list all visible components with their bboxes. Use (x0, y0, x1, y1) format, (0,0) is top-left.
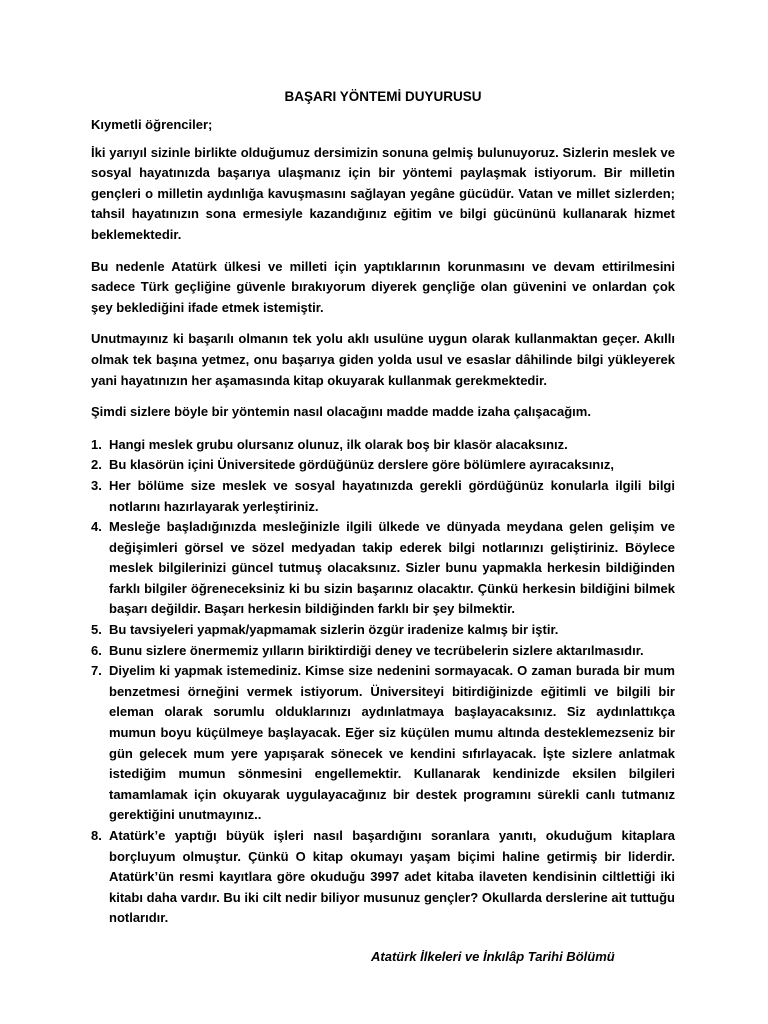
list-item (91, 455, 675, 476)
list-number: 5. (91, 622, 102, 638)
document-title: BAŞARI YÖNTEMİ DUYURUSU (284, 89, 482, 104)
list-item (91, 620, 675, 641)
list-item-text: Atatürk’e yaptığı büyük işleri nasıl başardığını soranlara yanıtı, okuduğum kitaplara borçluyum olmuştur. Çünkü O kitap okumayı yaşam biçimi haline getirmiş bir liderdir. Atatürk’ün resmi kayıtlara göre okuduğu 3997 adet kitaba ilaveten kendisinin ciltlettiği iki kitabı daha vardır. Bu iki cilt nedir biliyor musunuz gençler? Okullarda derslerine ait tuttuğu notlarıdır. (109, 828, 675, 926)
list-number: 3. (91, 477, 102, 493)
numbered-list (91, 435, 675, 929)
list-item-text: Hangi meslek grubu olursanız olunuz, ilk olarak boş bir klasör alacaksınız. (109, 436, 568, 452)
list-item (91, 661, 675, 826)
signature: Atatürk İlkeleri ve İnkılâp Tarihi Bölümü (371, 949, 615, 964)
list-item-text: Diyelim ki yapmak istemediniz. Kimse size nedenini sormayacak. O zaman burada bir mum benzetmesi örneğini vermek istiyorum. Üniversiteyi bitirdiğinizde eğitimli ve bilgili bir eleman olarak sorumlu olduklarınızı aydınlatmaya başlayacaksınız. Siz aydınlattıkça mumun boyu küçülmeye başlayacak. Eğer siz küçülen mumu altında desteklemezseniz bir gün gelecek mum yere yapışarak sönecek ve kendini sıfırlayacak. İşte sizlere anlatmak istediğim mumun sönmesini engellemektir. Kullanarak kendinizde eksilen bilgileri tamamlamak için okuyarak uygulayacağınız bir destek programını sürekli canlı tutmanız gerektiğini unutmayınız.. (109, 663, 675, 823)
list-number: 1. (91, 436, 102, 452)
list-number: 8. (91, 828, 102, 843)
list-number: 2. (91, 457, 102, 473)
salutation: Kıymetli öğrenciler; (91, 117, 213, 132)
document-body (91, 87, 675, 929)
list-item-text: Mesleğe başladığınızda mesleğinizle ilgili ülkede ve dünyada meydana gelen gelişim ve değişimleri görsel ve sözel medyadan takip ederek bilgi notlarınızı geliştiriniz. Böylece meslek bilgilerinizi güncel tutmuş olacaksınız. Sizler bunu yapmakla herkesin bildiğinden farklı bilgiler öğreneceksiniz ki bu sizin başarınız olacaktır. Çünkü herkesin bildiğini bilmek başarı değildir. Başarı herkesin bildiğinden farklı bir şey bilmektir. (109, 519, 675, 617)
paragraph-1: İki yarıyıl sizinle birlikte olduğumuz dersimizin sonuna gelmiş bulunuyoruz. Sizlerin meslek ve sosyal hayatınızda başarıya ulaşmanız için bir yöntemi paylaşmak istiyorum. Bir milletin gençleri o milletin aydınlığa kavuşmasını sağlayan yegâne gücüdür. Vatan ve millet sizlerden; tahsil hayatınızın sona ermesiyle kazandığınız eğitim ve bilgi gücününü kullanarak hizmet beklemektedir. (91, 144, 675, 242)
list-item (91, 476, 675, 517)
paragraph-3: Unutmayınız ki başarılı olmanın tek yolu aklı usulüne uygun olarak kullanmaktan geçer. Akıllı olmak tek başına yetmez, onu başarıya giden yolda usul ve esaslar dâhilinde bilgi yükleyerek yani hayatınızın her aşamasında kitap okuyarak kullanmak gerekmektedir. (91, 331, 675, 388)
list-item-text: Bunu sizlere önermemiz yılların biriktirdiği deney ve tecrübelerin sizlere aktarılmasıdır. (109, 642, 644, 658)
list-item (91, 517, 675, 620)
list-item (91, 435, 675, 456)
list-number: 4. (91, 519, 102, 535)
list-item-text: Bu klasörün içini Üniversitede gördüğünüz derslere göre bölümlere ayıracaksınız, (109, 457, 614, 473)
list-number: 7. (91, 663, 102, 679)
list-intro: Şimdi sizlere böyle bir yöntemin nasıl olacağını madde madde izaha çalışacağım. (91, 404, 591, 420)
list-item-text: Bu tavsiyeleri yapmak/yapmamak sizlerin özgür iradenize kalmış bir iştir. (109, 622, 559, 638)
list-item (91, 826, 675, 929)
list-item (91, 641, 675, 662)
list-item-text: Her bölüme size meslek ve sosyal hayatınızda gerekli gördüğünüz konularla ilgili bilgi notlarını hazırlayarak yerleştiriniz. (109, 477, 675, 514)
list-number: 6. (91, 642, 102, 658)
paragraph-2: Bu nedenle Atatürk ülkesi ve milleti için yaptıklarının korunmasını ve devam ettirilmesini sadece Türk geçliğine güvenle bırakıyorum diyerek gençliğe olan güvenini ve onlardan çok şey beklediğini ifade etmek istemiştir. (91, 258, 675, 315)
